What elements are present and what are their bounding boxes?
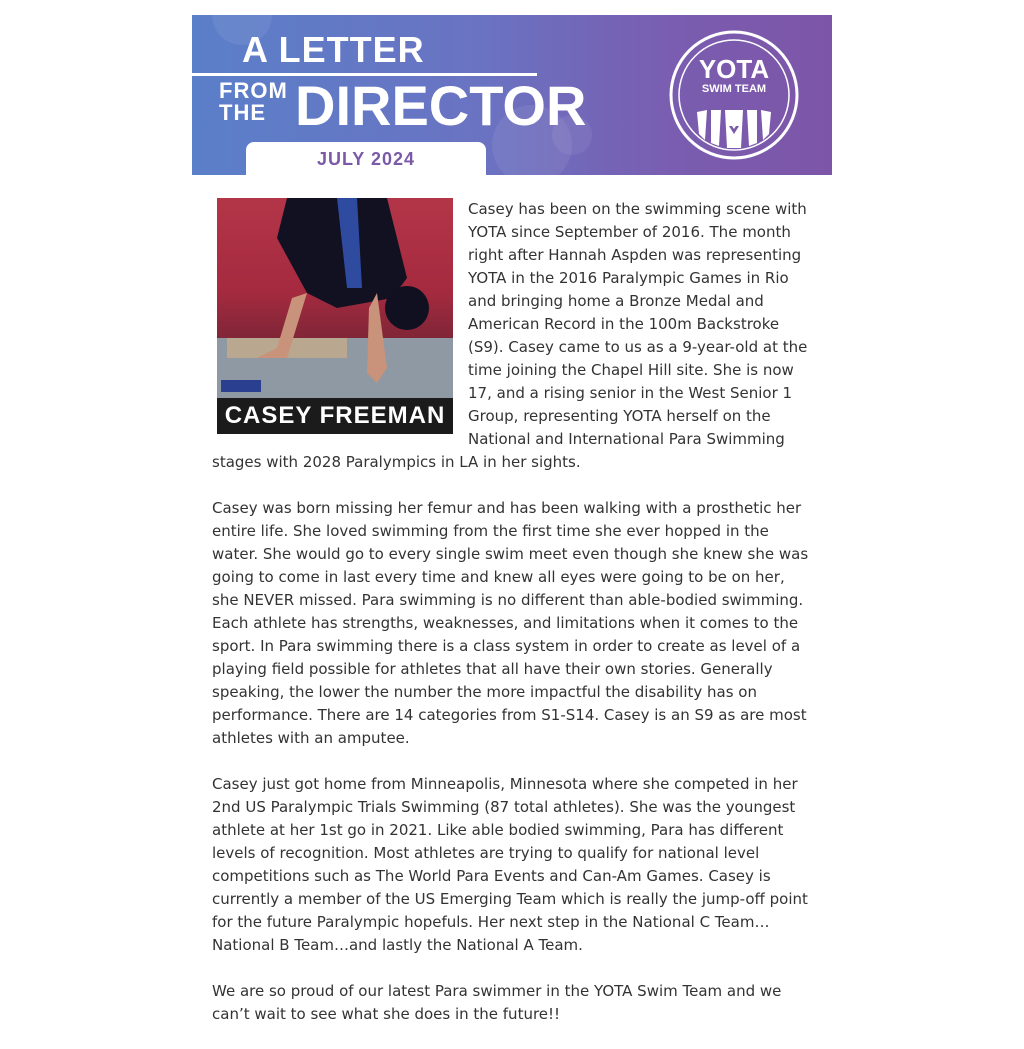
article-paragraph: Casey was born missing her femur and has been walking with a prosthetic her entire life. She loved swimming from the first time she ever hopped in the water. She would go to every single swim meet even though she knew she was going to come in last every time and knew all eyes were going to be on her, she NEVER missed. Para swimming is no different than able-bodied swimming. Each athlete has strengths, weaknesses, and limitations when it comes to the sport. In Para swimming there is a class system in order to create as level of a playing field possible for athletes that all have their own stories. Generally speaking, the lower the number the more impactful the disability has on performance. There are 14 categories from S1-S14. Casey is an S9 as are most athletes with an amputee. xyxy=(212,499,809,747)
article-paragraph: Casey just got home from Minneapolis, Minnesota where she competed in her 2nd US Paralympic Trials Swimming (87 total athletes). She was the youngest athlete at her 1st go in 2021. Like able bodied swimming, Para has different levels of recognition. Most athletes are trying to qualify for national level competitions such as The World Para Events and Can-Am Games. Casey is currently a member of the US Emerging Team which is really the jump-off point for the future Paralympic hopefuls. Her next step in the National C Team…National B Team…and lastly the National A Team. xyxy=(212,775,808,954)
newsletter xyxy=(192,15,832,175)
banner-title-main: DIRECTOR xyxy=(295,74,587,137)
yota-logo xyxy=(669,30,799,160)
header-banner xyxy=(192,15,832,175)
banner-from-the: FROM THE xyxy=(219,78,288,125)
article-paragraph: Casey has been on the swimming scene with YOTA since September of 2016. The month right after Hannah Aspden was representing YOTA in the 2016 Paralympic Games in Rio and bringing home a Bronze Medal and American Record in the 100m Backstroke (S9). Casey came to us as a 9-year-old at the time joining the Chapel Hill site. She is now 17, and a rising senior in the West Senior 1 Group, representing YOTA herself on the National and International Para Swimming stages with 2028 Paralympics in LA in her sights. xyxy=(212,200,808,471)
article-paragraph: We are so proud of our latest Para swimmer in the YOTA Swim Team and we can’t wait to see what she does in the future!! xyxy=(212,982,782,1023)
issue-date: JULY 2024 xyxy=(246,142,486,175)
athlete-photo xyxy=(217,198,453,434)
yota-logo-text: YOTA SWIM TEAM xyxy=(698,54,770,95)
photo-caption: CASEY FREEMAN xyxy=(217,398,453,434)
article-body xyxy=(212,198,814,1049)
banner-title-top: A LETTER xyxy=(242,29,425,70)
